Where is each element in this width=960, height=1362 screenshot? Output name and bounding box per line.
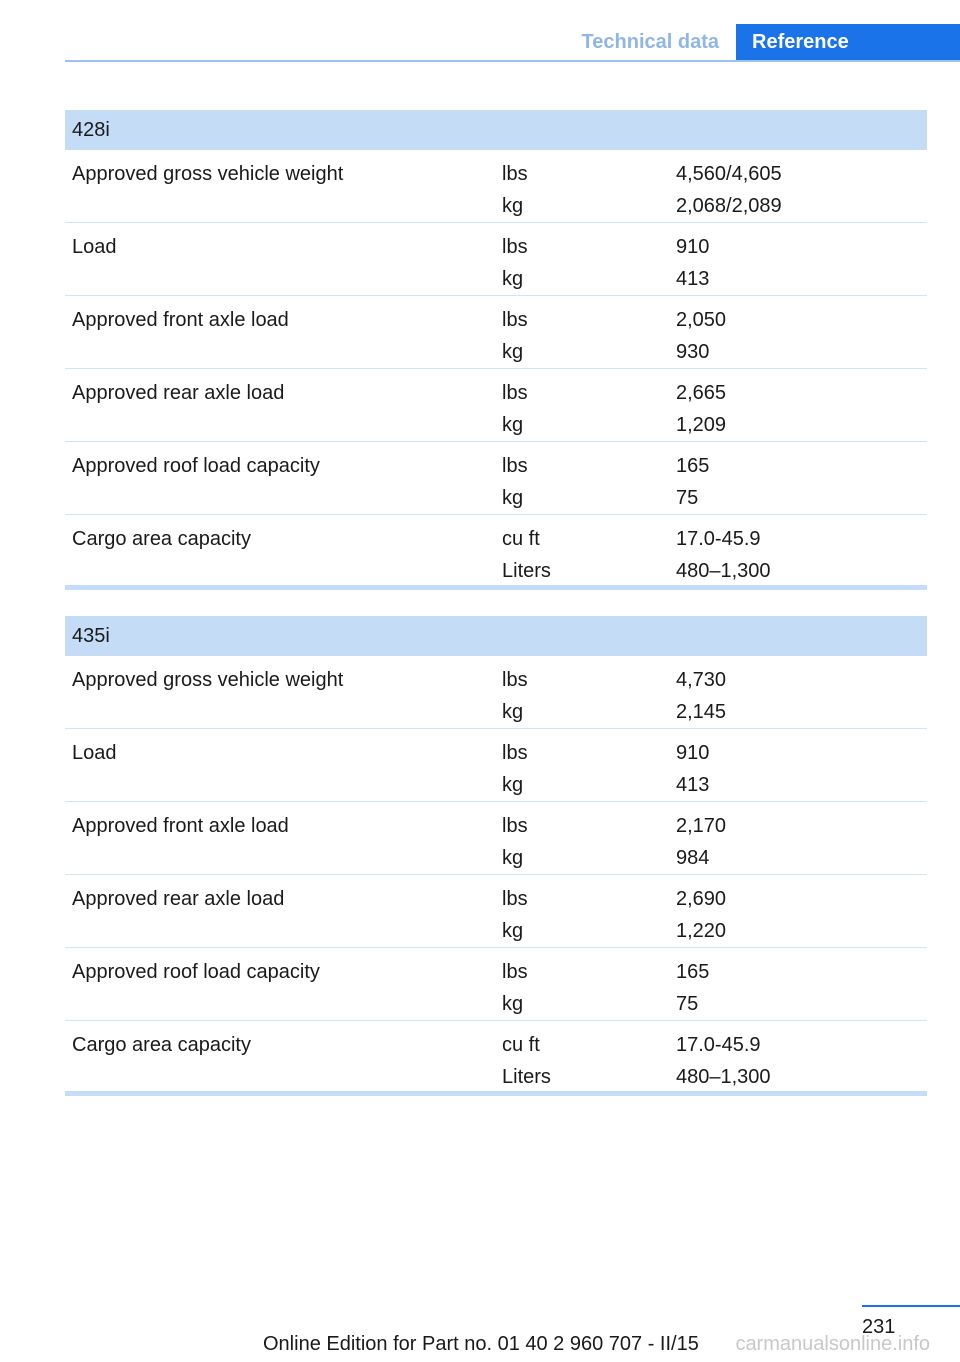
row-units: lbs kg	[502, 236, 528, 290]
row-values: 2,690 1,220	[676, 888, 727, 942]
table-row	[65, 948, 927, 1021]
page-number: 231	[862, 1316, 896, 1338]
row-label: Approved gross vehicle weight	[72, 163, 344, 185]
spec-table-428i	[65, 110, 927, 590]
row-label: Approved rear axle load	[72, 888, 285, 910]
row-label: Load	[72, 236, 117, 258]
row-label: Cargo area capacity	[72, 528, 251, 550]
row-values: 4,730 2,145	[676, 669, 727, 723]
row-values: 910 413	[676, 742, 710, 796]
row-units: lbs kg	[502, 888, 528, 942]
row-units: lbs kg	[502, 815, 528, 869]
row-units: cu ft Liters	[502, 528, 551, 582]
table-title: 435i	[65, 616, 927, 656]
edition-text: Online Edition for Part no. 01 40 2 960 707 - II/15	[263, 1333, 699, 1355]
row-label: Approved front axle load	[72, 309, 289, 331]
table-row	[65, 296, 927, 369]
row-label: Load	[72, 742, 117, 764]
row-units: lbs kg	[502, 382, 528, 436]
row-values: 165 75	[676, 961, 710, 1015]
row-values: 2,665 1,209	[676, 382, 727, 436]
header-rule	[65, 60, 960, 62]
table-row	[65, 223, 927, 296]
row-units: lbs kg	[502, 455, 528, 509]
row-units: lbs kg	[502, 309, 528, 363]
row-values: 2,170 984	[676, 815, 727, 869]
table-row	[65, 729, 927, 802]
row-label: Approved roof load capacity	[72, 455, 320, 477]
header-tabs	[565, 24, 960, 61]
row-units: lbs kg	[502, 742, 528, 796]
section-tab[interactable]: Technical data	[581, 31, 719, 53]
row-label: Approved front axle load	[72, 815, 289, 837]
row-values: 4,560/4,605 2,068/2,089	[676, 163, 782, 217]
table-row	[65, 442, 927, 515]
row-values: 165 75	[676, 455, 710, 509]
footer-rule	[862, 1305, 960, 1307]
table-row	[65, 875, 927, 948]
row-label: Approved rear axle load	[72, 382, 285, 404]
row-values: 2,050 930	[676, 309, 727, 363]
row-units: lbs kg	[502, 163, 528, 217]
table-row	[65, 1021, 927, 1096]
table-row	[65, 150, 927, 223]
row-values: 910 413	[676, 236, 710, 290]
watermark: carmanualsonline.info	[735, 1333, 930, 1355]
row-label: Cargo area capacity	[72, 1034, 251, 1056]
row-label: Approved gross vehicle weight	[72, 669, 344, 691]
table-row	[65, 802, 927, 875]
row-values: 17.0-45.9 480–1,300	[676, 1034, 771, 1088]
table-row	[65, 369, 927, 442]
table-title: 428i	[65, 110, 927, 150]
row-values: 17.0-45.9 480–1,300	[676, 528, 771, 582]
row-units: lbs kg	[502, 669, 528, 723]
table-row	[65, 656, 927, 729]
row-units: cu ft Liters	[502, 1034, 551, 1088]
chapter-tab[interactable]: Reference	[736, 24, 960, 61]
table-row	[65, 515, 927, 590]
row-label: Approved roof load capacity	[72, 961, 320, 983]
spec-table-435i	[65, 616, 927, 1096]
row-units: lbs kg	[502, 961, 528, 1015]
